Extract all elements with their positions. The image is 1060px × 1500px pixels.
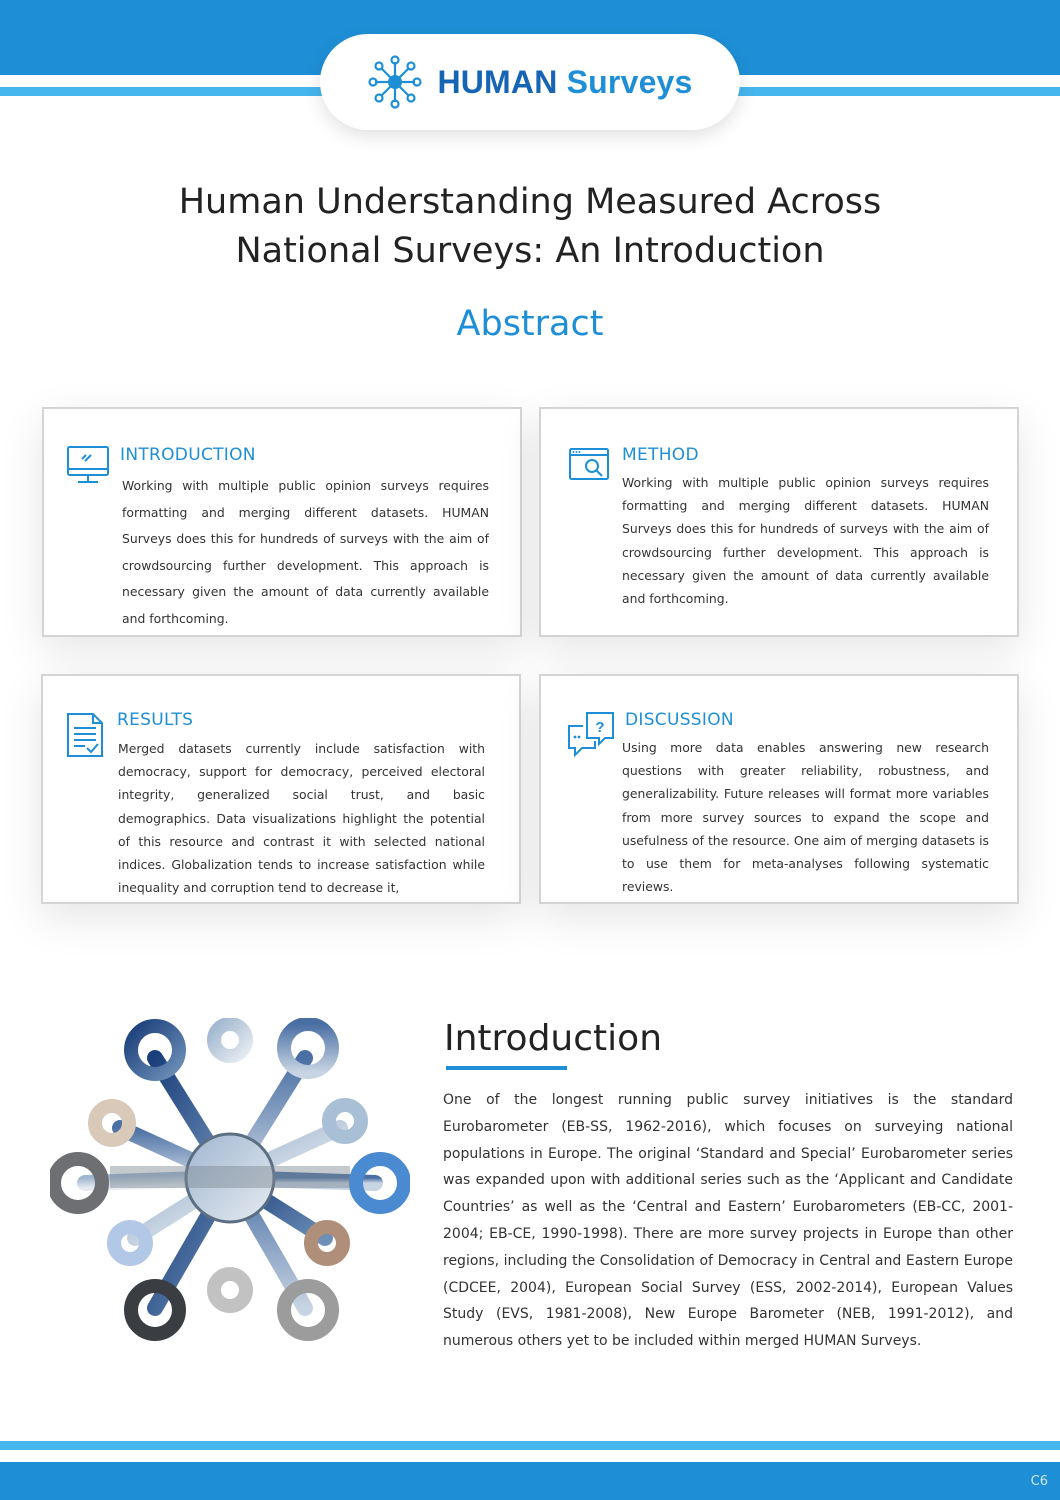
abstract-heading: Abstract: [456, 304, 604, 344]
logo-word-human: HUMAN: [437, 63, 558, 100]
introduction-card-heading: INTRODUCTION: [120, 445, 256, 465]
method-card-text: Working with multiple public opinion surveys requires formatting and merging different datasets. HUMAN Surveys does this for hundreds of surveys with the aim of crowdsourcing further development. This approach is necessary given the amount of data currently available and forthcoming.: [622, 475, 989, 607]
bottom-footer-bar: [0, 1462, 1060, 1500]
network-collage-graphic: [50, 1018, 410, 1343]
discussion-card: [539, 674, 1019, 904]
results-card-heading: RESULTS: [117, 710, 194, 730]
page-number: C6: [1030, 1474, 1048, 1489]
method-card: [539, 407, 1019, 637]
discussion-card-text: Using more data enables answering new research questions with greater reliability, robustness, and generalizability. Future releases will format more variables from more survey sources to expand the scope and usefulness of the resource. One aim of merging datasets is to use them for meta-analyses following systematic reviews.: [622, 740, 989, 895]
network-hub-icon: [367, 54, 423, 110]
introduction-underline: [446, 1066, 567, 1070]
introduction-body: One of the longest running public survey initiatives is the standard Eurobarometer (EB-SS, 1962-2016), which focuses on surveying national populations in Europe. The original ‘Standard and Special’ Eurobarometer series was expanded upon with additional series such as the ‘Applicant and Candidate Countries’ as well as the ‘Central and Eastern’ Eurobarometers (EB-CC, 2001-2004; EB-CE, 1990-1998). There are more survey projects in Europe than other regions, including the Consolidation of Democracy in Central and Eastern Europe (CDCEE, 2004), European Social Survey (ESS, 2002-2014), European Values Study (EVS, 1981-2008), New Europe Barometer (NEB, 1991-2012), and numerous others yet to be included within merged HUMAN Surveys.: [443, 1092, 1013, 1350]
discussion-card-heading: DISCUSSION: [625, 710, 734, 730]
document-check-icon: [65, 712, 105, 758]
results-card: [41, 674, 521, 904]
bottom-accent-stripe: [0, 1441, 1060, 1450]
svg-text:?: ?: [595, 719, 605, 736]
chat-question-icon: [565, 710, 617, 758]
logo: [320, 34, 740, 130]
title-line-2: National Surveys: An Introduction: [235, 231, 825, 271]
introduction-heading: Introduction: [444, 1018, 663, 1059]
monitor-icon: [66, 445, 110, 485]
logo-word-surveys: Surveys: [566, 63, 693, 100]
document-title: [130, 178, 930, 276]
method-card-heading: METHOD: [622, 445, 699, 465]
browser-search-icon: [568, 447, 610, 481]
logo-wordmark: [437, 64, 692, 101]
introduction-card-text: Working with multiple public opinion surveys requires formatting and merging different datasets. HUMAN Surveys does this for hundreds of surveys with the aim of crowdsourcing further development. This approach is necessary given the amount of data currently available and forthcoming.: [122, 478, 489, 626]
results-card-text: Merged datasets currently include satisfaction with democracy, support for democracy, perceived electoral integrity, generalized social trust, and basic demographics. Data visualizations highlight the potential of this resource and contrast it with selected national indices. Globalization tends to increase satisfaction while inequality and corruption tend to decrease it,: [118, 741, 485, 896]
introduction-card: [42, 407, 522, 637]
title-line-1: Human Understanding Measured Across: [178, 182, 882, 222]
